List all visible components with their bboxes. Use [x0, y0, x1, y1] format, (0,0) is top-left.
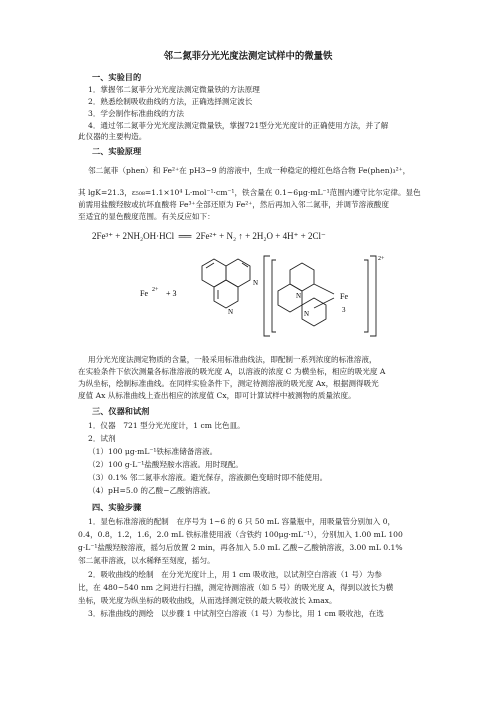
section-heading-principle: 二、实验原理	[92, 146, 142, 156]
instrument-line: 2．试剂	[88, 434, 116, 443]
method-line: 度值 Ax 从标准曲线上查出相应的浓度值 Cx，即可计算试样中被测物的质量浓度。	[78, 391, 356, 400]
equation-rhs: 2Fe²⁺ + N₂ ↑ + 2H₂O + 4H⁺ + 2Cl⁻	[195, 231, 326, 241]
method-line: 为纵坐标，绘制标准曲线。在同样实验条件下，测定待测溶液的吸光度 Ax，根据测得吸光	[78, 379, 379, 388]
step-line: g·L⁻¹盐酸羟胺溶液，摇匀后放置 2 min，再各加入 5.0 mL 乙酸−乙酸钠溶液，3.00 mL 0.1%	[78, 543, 403, 552]
nitrogen-label: N	[304, 310, 310, 318]
equation-arrow: ══	[178, 231, 192, 241]
reagent-line: （2）100 g·L⁻¹盐酸羟胺水溶液。用时现配。	[88, 460, 244, 469]
nitrogen-label: N	[296, 292, 302, 300]
fe-complex-label: Fe	[340, 292, 348, 301]
step-line: 1．显色标准溶液的配制 在序号为 1~6 的 6 只 50 mL 容量瓶中，用吸量管分别加入 0，	[88, 517, 396, 526]
phenanthroline-reaction-diagram	[78, 248, 418, 343]
goal-line: 2．熟悉绘制吸收曲线的方法，正确选择测定波长	[88, 97, 253, 106]
nitrogen-label: N	[228, 308, 234, 316]
goal-line: 此仪器的主要构造。	[78, 132, 147, 141]
principle-line: 其 lgK=21.3，ε₅₀₈=1.1×10⁴ L·mol⁻¹·cm⁻¹，铁含量在 0.1~6μg·mL⁻¹范围内遵守比尔定律。显色	[78, 188, 421, 197]
coefficient-three: + 3	[166, 289, 177, 298]
reagent-line: （4）pH=5.0 的乙酸−乙酸钠溶液。	[88, 486, 216, 495]
step-line: 邻二氮菲溶液，以水稀释至刻度，摇匀。	[78, 556, 215, 565]
reagent-line: （1）100 μg·mL⁻¹铁标准储备溶液。	[88, 447, 218, 456]
section-heading-objectives: 一、实验目的	[92, 72, 142, 82]
method-line: 在实验条件下依次测量各标准溶液的吸光度 A，以溶液的浓度 C 为横坐标，相应的吸光度 A	[78, 367, 386, 376]
reduction-equation	[92, 231, 326, 242]
section-heading-instruments: 三、仪器和试剂	[92, 406, 150, 416]
ligand-count: 3	[342, 306, 346, 314]
principle-line: 邻二氮菲（phen）和 Fe²⁺在 pH3~9 的溶液中，生成一种稳定的橙红色络合物 Fe(phen)₃²⁺，	[88, 166, 411, 175]
step-line: 2．吸收曲线的绘制 在分光光度计上，用 1 cm 吸收池，以试剂空白溶液（1 号）为参	[88, 570, 382, 579]
step-line: 0.4，0.8，1.2，1.6，2.0 mL 铁标准使用液（含铁约 100μg·mL⁻¹），分别加入 1.00 mL 100	[78, 530, 403, 539]
step-line: 坐标，吸光度为纵坐标的吸收曲线，从而选择测定铁的最大吸收波长 λmax。	[78, 596, 337, 605]
step-line: 3．标准曲线的测绘 以步骤 1 中试剂空白溶液（1 号）为参比，用 1 cm 吸收池，在选	[88, 609, 384, 618]
nitrogen-label: N	[253, 279, 259, 287]
reagent-line: （3）0.1% 邻二氮菲水溶液。避光保存，溶液颜色变暗时即不能使用。	[88, 473, 328, 482]
fe-left-label: Fe	[140, 289, 148, 298]
method-line: 用分光光度法测定物质的含量，一般采用标准曲线法，即配制一系列浓度的标准溶液，	[88, 355, 377, 364]
page-title: 邻二氮菲分光光度法测定试样中的微量铁	[163, 51, 333, 62]
phenanthroline-molecule	[202, 259, 250, 308]
goal-line: 3．学会制作标准曲线的方法	[88, 109, 184, 118]
complex-charge: 2+	[378, 256, 385, 262]
principle-line: 前需用盐酸羟胺或抗坏血酸将 Fe³⁺全部还原为 Fe²⁺，然后再加入邻二氮菲，并调节溶液酸度	[78, 200, 389, 209]
complex-bracket	[264, 256, 376, 336]
fe-left-charge: 2+	[152, 287, 159, 293]
goal-line: 4．通过邻二氮菲分光光度法测定微量铁，掌握721型分光光度计的正确使用方法，并了解	[88, 121, 389, 130]
fe-ion-left	[140, 287, 177, 298]
step-line: 比，在 480~540 nm 之间进行扫描，测定待测溶液（如 5 号）的吸光度 A，得到以波长为横	[78, 583, 394, 592]
principle-line: 至适宜的显色酸度范围。有关反应如下：	[78, 212, 215, 221]
instrument-line: 1．仪器 721 型分光光度计，1 cm 比色皿。	[88, 421, 245, 430]
section-heading-procedure: 四、实验步骤	[92, 502, 142, 512]
goal-line: 1．掌握邻二氮菲分光光度法测定微量铁的方法原理	[88, 85, 260, 94]
equation-lhs: 2Fe³⁺ + 2NH₂OH·HCl	[92, 231, 175, 241]
